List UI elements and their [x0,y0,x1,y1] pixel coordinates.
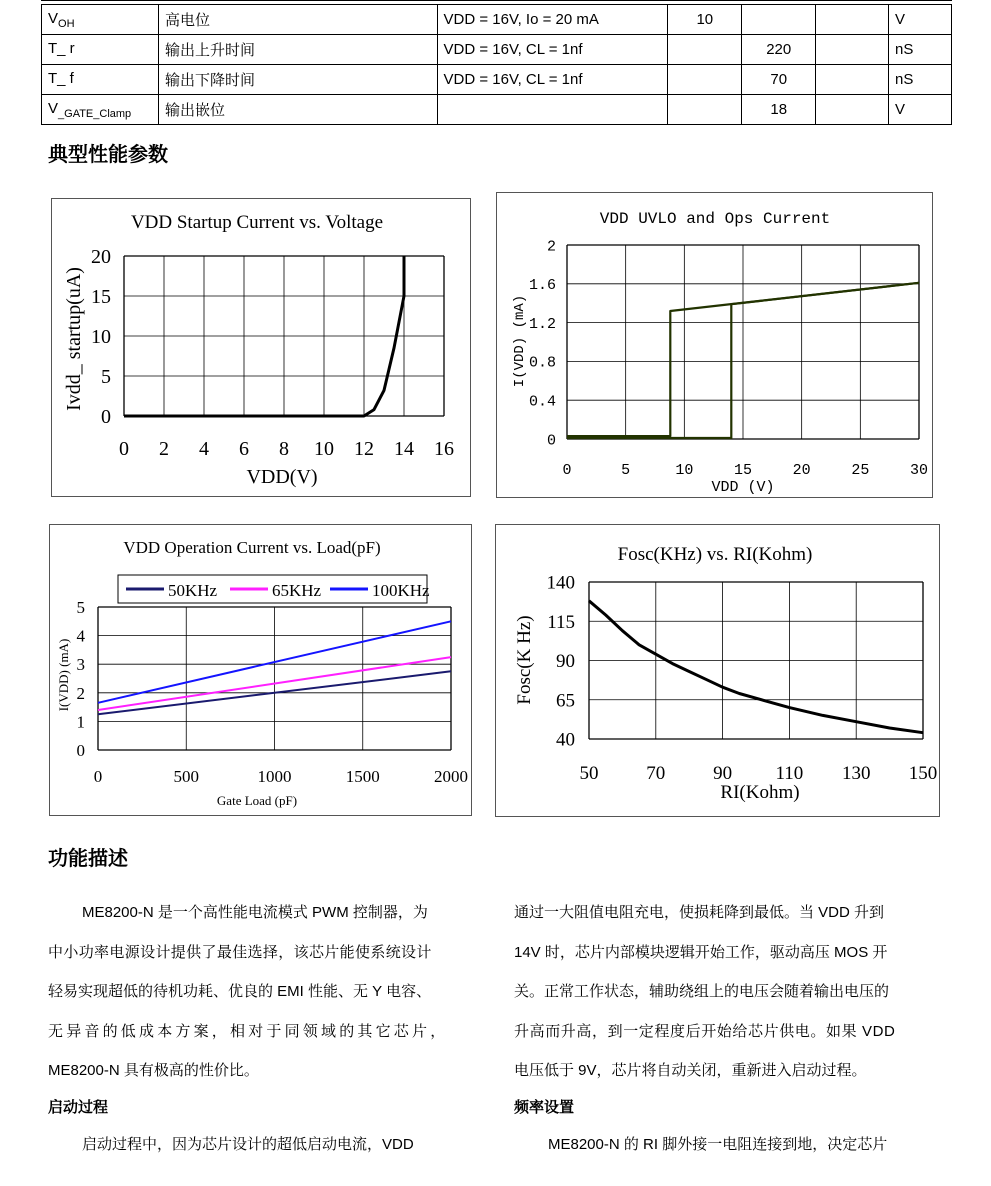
func-right-line: 升高而升高，到一定程度后开始给芯片供电。如果 VDD [514,1022,896,1040]
y-axis-label: I(VDD) (mA) [56,638,71,712]
x-tick-label: 10 [314,438,334,460]
table-row [42,5,952,35]
y-tick-label: 4 [76,626,85,646]
x-tick-label: 150 [908,763,938,784]
x-tick-label: 25 [851,462,870,479]
x-tick-label: 20 [792,462,811,479]
x-axis-label: VDD (V) [711,479,775,496]
table-cell-name: 输出下降时间 [158,65,437,95]
series-line-Fosc [589,601,923,733]
subsection-frequency: 频率设置 [514,1099,575,1116]
x-tick-label: 2000 [434,767,468,786]
chart-operation-current [49,524,472,816]
table-cell-min [668,95,742,125]
chart-fosc [495,524,940,817]
y-tick-label: 3 [76,655,85,675]
x-tick-label: 5 [621,462,631,479]
y-tick-label: 0 [76,740,85,760]
y-tick-label: 1.2 [528,315,556,333]
subsection-startup: 启动过程 [48,1099,109,1116]
table-row [42,35,952,65]
y-tick-label: 140 [546,572,575,594]
x-tick-label: 15 [733,462,753,479]
x-tick-label: 50 [579,763,599,784]
y-tick-label: 0 [101,406,111,428]
func-right-line: 14V 时，芯片内部模块逻辑开始工作，驱动高压 MOS 开 [514,943,888,961]
y-tick-label: 5 [76,597,85,617]
symbol: T_ f [48,69,74,87]
x-axis-label: RI(Kohm) [720,782,800,803]
x-tick-label: 1500 [345,767,380,786]
symbol: V [48,9,59,27]
table-cell-cond: VDD = 16V, Io = 20 mA [437,5,668,35]
y-tick-label: 10 [91,326,111,348]
x-tick-label: 0 [562,462,572,479]
func-left-line: 无异音的低成本方案，相对于同领域的其它芯片， [48,1022,449,1040]
table-cell-typ: 18 [742,95,816,125]
y-tick-label: 2 [546,238,556,256]
chart-uvlo [496,192,933,498]
table-cell-typ: 70 [742,65,816,95]
symbol: T_ r [48,39,75,57]
y-tick-label: 5 [101,366,111,388]
table-cell-unit: V [889,5,952,35]
func-right-line: 通过一大阻值电阻充电，使损耗降到最低。当 VDD 升到 [514,904,885,921]
y-tick-label: 2 [76,683,85,703]
legend-label: 50KHz [168,581,218,600]
table-row [42,95,952,125]
x-tick-label: 0 [119,438,129,460]
table-cell-typ [742,5,816,35]
table-cell-name: 高电位 [158,5,437,35]
func-left-line: ME8200-N 具有极高的性价比。 [48,1062,259,1079]
x-tick-label: 70 [646,763,666,784]
table-cell-name: 输出上升时间 [158,35,437,65]
x-axis-label: Gate Load (pF) [216,793,298,808]
y-tick-label: 115 [547,611,575,633]
table-cell-unit: nS [889,35,952,65]
y-tick-label: 1.6 [528,277,556,295]
func-left-continued [48,1125,480,1165]
table-cell-cond: VDD = 16V, CL = 1nf [437,65,668,95]
table-cell-unit: V [889,95,952,125]
chart-operation-svg [50,525,471,815]
table-cell-max [816,65,889,95]
func-left-column [48,893,480,1091]
table-cell-typ: 220 [742,35,816,65]
x-tick-label: 12 [354,438,374,460]
y-tick-label: 90 [556,651,575,673]
table-cell-sym [42,35,159,65]
x-axis-label: VDD(V) [246,466,318,488]
table-cell-cond: VDD = 16V, CL = 1nf [437,35,668,65]
func-right-line: 电压低于 9V，芯片将自动关闭，重新进入启动过程。 [514,1062,867,1079]
y-tick-label: 65 [556,690,575,712]
func-left-line: ME8200-N 是一个高性能电流模式 PWM 控制器，为 [82,904,428,921]
y-tick-label: 0.8 [528,354,556,372]
table-row [42,65,952,95]
chart-startup-svg [52,199,470,496]
chart-uvlo-svg [497,193,932,497]
x-tick-label: 0 [93,767,103,786]
x-tick-label: 16 [434,438,454,460]
func-left-line: 中小功率电源设计提供了最佳选择，该芯片能使系统设计 [48,943,432,961]
section-title-typical: 典型性能参数 [48,144,168,166]
table-cell-sym [42,95,159,125]
symbol: V [48,99,59,117]
y-tick-label: 1 [76,712,85,732]
func-right-line: ME8200-N 的 RI 脚外接一电阻连接到地，决定芯片 [548,1136,888,1153]
chart-title: VDD UVLO and Ops Current [599,210,831,228]
y-axis-label: Ivdd_ startup(uA) [63,267,85,411]
x-tick-label: 110 [775,763,804,784]
x-tick-label: 4 [199,438,209,460]
x-tick-label: 90 [713,763,733,784]
chart-title: Fosc(KHz) vs. RI(Kohm) [617,544,813,565]
y-tick-label: 20 [91,246,111,268]
x-tick-label: 500 [173,767,199,786]
x-tick-label: 2 [159,438,169,460]
table-cell-max [816,95,889,125]
y-tick-label: 0 [546,432,556,450]
chart-fosc-svg [496,525,939,816]
y-axis-label: Fosc(K Hz) [514,615,535,705]
func-right-continued [514,1125,946,1165]
chart-title: VDD Operation Current vs. Load(pF) [123,538,381,557]
spec-table [41,4,952,125]
y-tick-label: 15 [91,286,111,308]
func-right-column [514,893,946,1091]
table-cell-min: 10 [668,5,742,35]
table-cell-sym [42,65,159,95]
table-cell-max [816,35,889,65]
symbol-subscript: _GATE_Clamp [58,107,132,120]
table-cell-min [668,65,742,95]
func-left-line: 启动过程中，因为芯片设计的超低启动电流，VDD [82,1136,414,1153]
table-cell-cond [437,95,668,125]
x-tick-label: 130 [841,763,871,784]
x-tick-label: 10 [675,462,694,479]
section-title-function: 功能描述 [48,848,128,870]
x-tick-label: 30 [909,462,929,479]
table-cell-sym [42,5,159,35]
y-tick-label: 0.4 [528,393,556,411]
x-tick-label: 14 [394,438,414,460]
table-cell-min [668,35,742,65]
legend-label: 65KHz [272,581,322,600]
y-axis-label: I(VDD) (mA) [512,294,528,388]
y-tick-label: 40 [556,729,575,751]
x-tick-label: 6 [239,438,249,460]
func-left-line: 轻易实现超低的待机功耗、优良的 EMI 性能、无 Y 电容、 [48,983,432,1000]
chart-title: VDD Startup Current vs. Voltage [130,212,384,233]
legend-label: 100KHz [372,581,430,600]
func-right-line: 关。正常工作状态，辅助绕组上的电压会随着输出电压的 [514,983,890,1000]
table-cell-name: 输出嵌位 [158,95,437,125]
x-tick-label: 8 [279,438,289,460]
chart-startup-current [51,198,471,497]
table-cell-unit: nS [889,65,952,95]
x-tick-label: 1000 [257,767,292,786]
table-cell-max [816,5,889,35]
symbol-subscript: OH [58,17,75,30]
